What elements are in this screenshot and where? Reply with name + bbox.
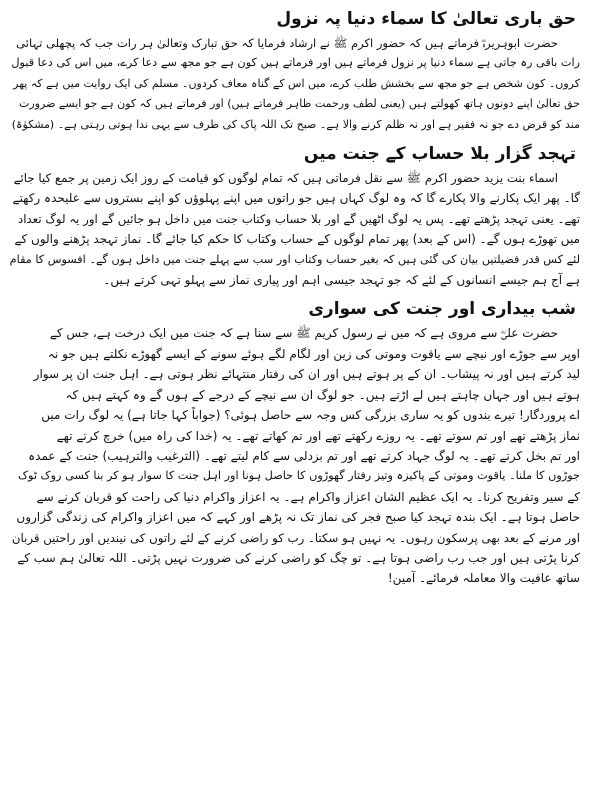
text-line: مند کو قرض دے جو نہ فقیر ہے اور نہ ظلم کرنے والا ہے۔ صبح تک اللہ پاک کی طرف سے یہی ندا ہوتی رہتی ہے۔ (مشکوٰۃ): [11, 117, 580, 131]
text-line: لید کرتے ہیں اور نہ پیشاب۔ ان کے پر ہوتے ہیں اور ان کی رفتار منتہائے نظر ہوتی ہے۔ اہل جنت ان پر سوار: [33, 367, 580, 382]
text-line: جوڑوں کا ملنا۔ یاقوت وموتی کے پاکیزہ وتیز رفتار گھوڑوں کا حاصل ہونا اور اہل جنت کا سوار ہو کر بنا کسی روک ٹوک: [17, 469, 580, 483]
text-line: ہے آج ہم جیسے انسانوں کے لئے کہ جو تہجد جیسی اہم اور پیاری نماز سے پہلو تہی کرتے ہیں۔: [103, 273, 580, 288]
text-line: کروں۔ کون شخص ہے جو مجھ سے بخشش طلب کرے، میں اس کے گناہ معاف کردوں۔ مسلم کی ایک روایت میں ہے کہ پھر: [13, 76, 580, 90]
section-night-vigil-ride: [10, 296, 580, 588]
section-heading: شب بیداری اور جنت کی سواری: [308, 299, 576, 320]
text-line: اے پروردگار! تیرے بندوں کو یہ ساری بزرگی کس وجہ سے حاصل ہوئی؟ (جواباً کہا جاتا ہے) یہ لوگ رات میں: [41, 408, 580, 423]
text-line: حق تعالیٰ اپنے دونوں ہاتھ کھولتے ہیں (یعنی لطف ورحمت ظاہر فرماتے ہیں) اور فرماتے ہیں کہ کون ہے جو ایسے ضرورت: [19, 97, 580, 111]
text-line: حضرت علیؓ سے مروی ہے کہ میں نے رسول کریم ﷺ سے سنا ہے کہ جنت میں ایک درخت ہے، جس کے: [49, 326, 558, 341]
section-heading: تہجد گزار بلا حساب کے جنت میں: [303, 144, 576, 165]
text-line: ساتھ عافیت والا معاملہ فرمائے۔ آمین!: [387, 571, 580, 586]
text-line: اسماء بنت یزید حضور اکرم ﷺ سے نقل فرماتی ہیں کہ تمام لوگوں کو قیامت کے روز ایک زمین پر جمع کیا جائے: [13, 171, 558, 186]
section-tahajjud-paradise: [10, 141, 580, 290]
text-line: حاصل ہوتا ہے۔ ایک بندہ تہجد کیا صبح فجر کی نماز تک نہ پڑھے اور کہے کہ میں اعزاز واکرام کی زندگی گزاروں: [16, 510, 580, 525]
text-line: کرنا پڑتی ہیں اور جب رب راضی ہوتا ہے۔ تو چگ کو راضی کرنے کی ضرورت نہیں پڑتی۔ اللہ تعالیٰ ہم سب کے: [17, 550, 580, 565]
text-line: اور مرنے کے بعد بھی پرسکون رہوں۔ یہ نہیں ہو سکتا۔ رب کو راضی کرنے کے لئے راتوں کی نیندیں اور راحتیں قربان: [11, 530, 580, 545]
text-line: لئے کس قدر فضیلتیں بیان کی گئی ہیں کہ بغیر حساب وکتاب اور سب سے پہلے جنت میں داخل ہوں گے۔ افسوس کا مقام: [10, 252, 580, 266]
text-line: رات باقی رہ جاتی ہے سماء دنیا پر نزول فرماتے ہیں اور فرماتے ہیں کون ہے جو مجھ سے دعا کرے، میں اس کی دعا قبول: [11, 56, 580, 70]
text-line: اور تم بخل کرتے تھے۔ یہ لوگ جہاد کرتے تھے اور تم بزدلی سے کام لیتے تھے۔ (الترغیب والترہیب) جنت کے عمدہ: [28, 448, 580, 463]
text-line: گا۔ پھر ایک پکارنے والا پکارے گا کہ وہ لوگ کہاں ہیں جو راتوں میں اپنے پہلوؤں کو اپنے بستروں سے علیحدہ رکھتے: [12, 191, 580, 206]
text-line: کے سیر وتفریح کرنا۔ یہ ایک عظیم الشان اعزاز واکرام ہے۔ یہ اعزاز واکرام دنیا کی راحت کو قربان کرنے سے: [36, 489, 580, 504]
section-divine-descent: [10, 6, 580, 135]
text-line: حضرت ابوہریرہؓ فرماتے ہیں کہ حضور اکرم ﷺ نے ارشاد فرمایا کہ حق تبارک وتعالیٰ ہر رات جب کہ پچھلی تہائی: [16, 36, 558, 50]
text-line: نماز پڑھتے تھے اور تم سوتے تھے۔ یہ روزے رکھتے تھے اور تم کھاتے تھے۔ یہ (خدا کی راہ میں) خرچ کرتے تھے: [56, 428, 580, 443]
text-line: تھے۔ یعنی تہجد پڑھتے تھے۔ پس یہ لوگ اٹھیں گے اور بلا حساب وکتاب جنت میں داخل ہو جائیں گے اور یہ لوگ تعداد: [18, 211, 580, 226]
text-line: میں تھوڑے ہوں گے۔ (اس کے بعد) پھر تمام لوگوں کے حساب وکتاب کا حکم کیا جائے گا۔ نماز تہجد پڑھنے والوں کے: [14, 232, 580, 247]
text-line: ہوتے ہیں اور جہاں چاہتے ہیں لے اڑتے ہیں۔ جو لوگ ان سے نیچے کے درجے کے ہوں گے وہ کہتے ہیں کہ: [65, 387, 580, 402]
text-line: اوپر سے جوڑے اور نیچے سے یاقوت وموتی کی زین اور لگام لگے ہوئے سونے کے ایسے گھوڑے نکلتے ہیں جو نہ: [47, 346, 580, 361]
section-heading: حق باری تعالیٰ کا سماء دنیا پہ نزول: [276, 9, 576, 29]
